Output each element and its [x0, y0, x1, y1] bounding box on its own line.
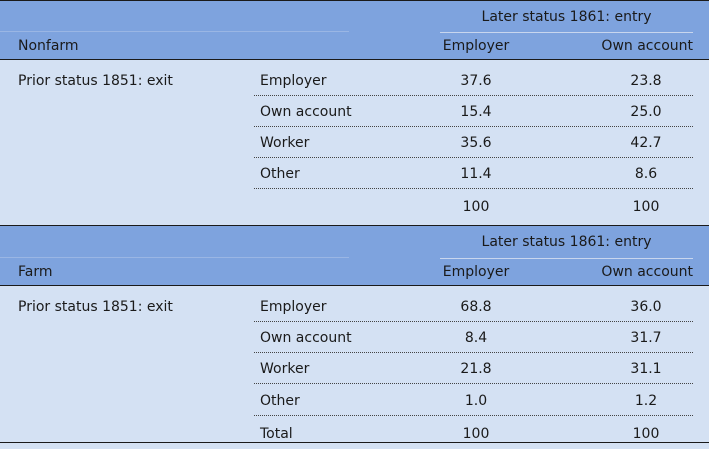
value-own-account: 36.0 — [630, 299, 662, 315]
row-label: Worker — [260, 361, 310, 377]
col-header-own-account: Own account — [601, 38, 693, 54]
value-own-account: 31.7 — [630, 330, 662, 346]
table-row — [0, 353, 709, 384]
value-employer: 11.4 — [460, 166, 492, 182]
value-own-account: 8.6 — [634, 166, 658, 182]
col-header-employer: Employer — [442, 264, 510, 280]
value-employer: 37.6 — [460, 73, 492, 89]
table-row — [0, 384, 709, 416]
spanner-header: Later status 1861: entry — [481, 9, 652, 25]
value-own-account: 1.2 — [634, 393, 658, 409]
value-own-account: 23.8 — [630, 73, 662, 89]
row-label: Total — [260, 426, 293, 442]
table-row — [0, 322, 709, 353]
row-label: Employer — [260, 299, 327, 315]
col-header-own-account: Own account — [601, 264, 693, 280]
farm-header — [0, 226, 709, 286]
value-own-account: 25.0 — [630, 104, 662, 120]
row-label: Other — [260, 166, 300, 182]
bottom-rule — [0, 442, 709, 443]
nonfarm-header — [0, 0, 709, 60]
row-label: Own account — [260, 330, 352, 346]
total-row — [0, 416, 709, 449]
value-employer: 15.4 — [460, 104, 492, 120]
farm-body — [0, 286, 709, 449]
row-group-label: Prior status 1851: exit — [18, 299, 173, 315]
farm-panel — [0, 226, 709, 449]
nonfarm-body — [0, 60, 709, 226]
table-row — [0, 291, 709, 322]
value-employer: 1.0 — [464, 393, 488, 409]
total-row — [0, 189, 709, 222]
table-row — [0, 96, 709, 127]
total-own-account: 100 — [632, 426, 660, 442]
section-label: Farm — [18, 264, 53, 280]
row-label: Other — [260, 393, 300, 409]
row-group-label: Prior status 1851: exit — [18, 73, 173, 89]
value-own-account: 31.1 — [630, 361, 662, 377]
row-label: Worker — [260, 135, 310, 151]
value-employer: 35.6 — [460, 135, 492, 151]
value-own-account: 42.7 — [630, 135, 662, 151]
value-employer: 8.4 — [464, 330, 488, 346]
value-employer: 21.8 — [460, 361, 492, 377]
table-row — [0, 158, 709, 189]
total-own-account: 100 — [632, 199, 660, 215]
total-employer: 100 — [462, 426, 490, 442]
table-row — [0, 65, 709, 96]
spanner-header: Later status 1861: entry — [481, 234, 652, 250]
total-employer: 100 — [462, 199, 490, 215]
table-row — [0, 127, 709, 158]
row-label: Own account — [260, 104, 352, 120]
section-label: Nonfarm — [18, 38, 79, 54]
col-header-employer: Employer — [442, 38, 510, 54]
row-label: Employer — [260, 73, 327, 89]
value-employer: 68.8 — [460, 299, 492, 315]
